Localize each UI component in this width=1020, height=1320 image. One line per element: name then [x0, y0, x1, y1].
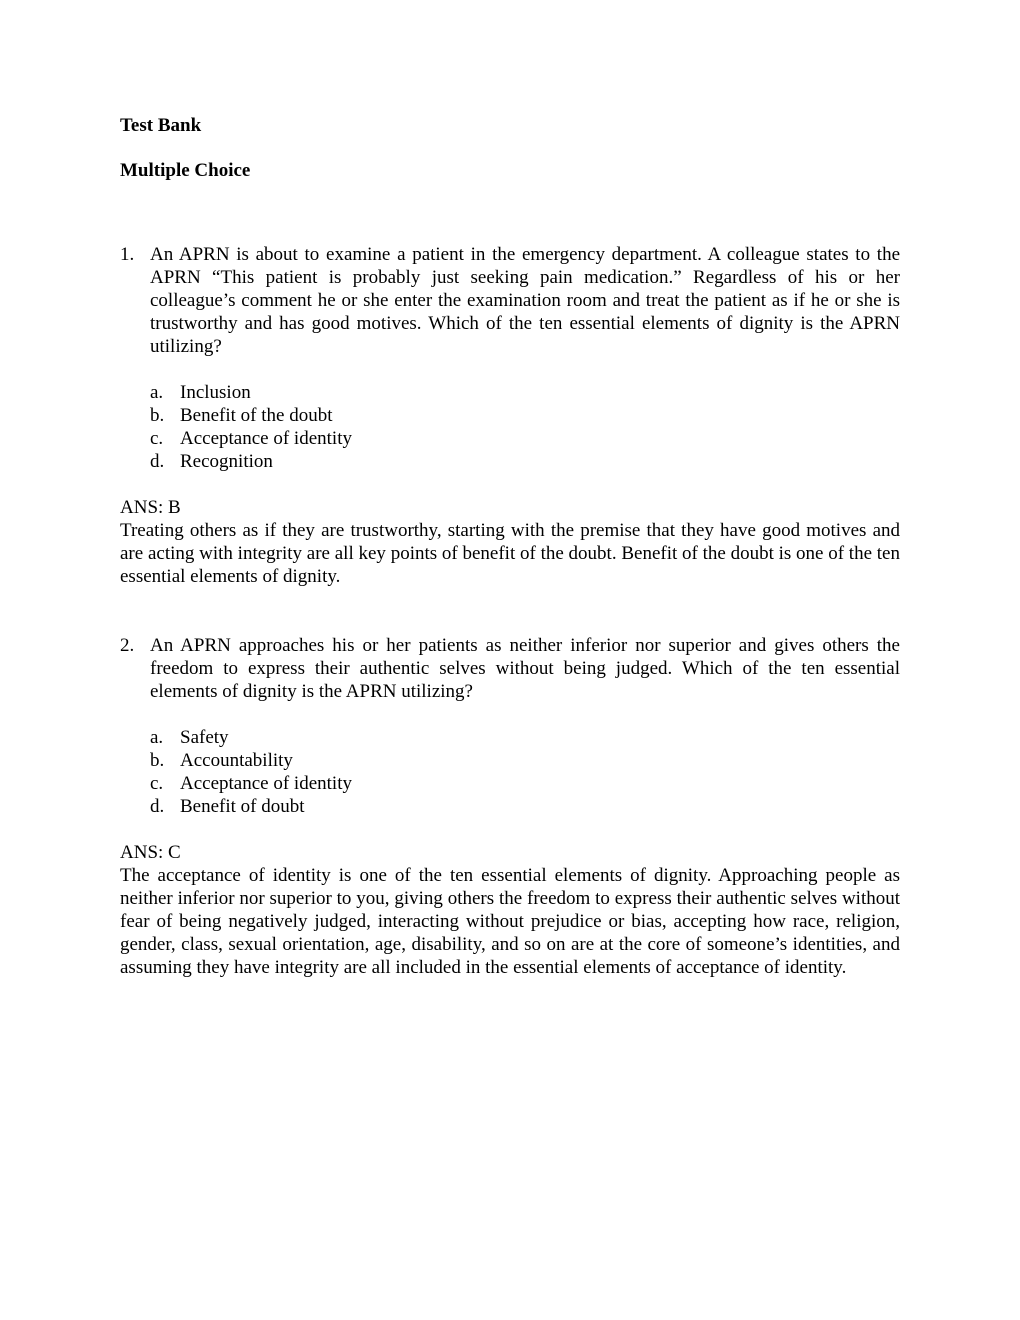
answer-key: ANS: C: [120, 842, 181, 863]
question-number: 2.: [120, 635, 135, 656]
answer-rationale: The acceptance of identity is one of the ten essential elements of dignity. Approaching people as neither inferior nor superior to you, giving others the freedom to express their authentic selves without fear of being negatively judged, interacting without prejudice or bias, accepting how race, religion, gender, class, sexual orientation, age, disability, and so on are at the core of someone’s identities, and assuming they have integrity are all included in the essential elements of acceptance of identity.: [120, 865, 900, 978]
question-stem: [120, 634, 900, 703]
answer-rationale: Treating others as if they are trustworthy, starting with the premise that they have good motives and are acting with integrity are all key points of benefit of the doubt. Benefit of the doubt is one of the ten essential elements of dignity.: [120, 520, 900, 587]
question-stem: [120, 243, 900, 358]
choice-letter: d.: [150, 796, 165, 817]
choice-text: Safety: [180, 727, 229, 748]
document-page: [120, 114, 900, 979]
choice-text: Acceptance of identity: [180, 428, 352, 449]
choice-letter: b.: [150, 750, 165, 771]
question-spacer: [120, 588, 900, 634]
question-text: An APRN approaches his or her patients as neither inferior nor superior and gives others the freedom to express their authentic selves without being judged. Which of the ten essential elements of dignity is the APRN utilizing?: [150, 635, 900, 702]
question-block-1: [120, 243, 900, 588]
choice-letter: d.: [150, 451, 165, 472]
choice-letter: c.: [150, 428, 164, 449]
choice-d: [150, 450, 900, 473]
choice-b: [150, 404, 900, 427]
choice-text: Inclusion: [180, 382, 251, 403]
choice-c: [150, 427, 900, 450]
section-heading: Multiple Choice: [120, 160, 251, 181]
choice-text: Accountability: [180, 750, 293, 771]
choice-text: Benefit of doubt: [180, 796, 305, 817]
choice-letter: c.: [150, 773, 164, 794]
choice-list: [150, 726, 900, 818]
choice-a: [150, 726, 900, 749]
document-title: Test Bank: [120, 115, 202, 136]
choice-b: [150, 749, 900, 772]
answer-key: ANS: B: [120, 497, 181, 518]
choice-text: Benefit of the doubt: [180, 405, 333, 426]
question-block-2: [120, 634, 900, 979]
choice-text: Acceptance of identity: [180, 773, 352, 794]
choice-d: [150, 795, 900, 818]
choice-text: Recognition: [180, 451, 273, 472]
choice-list: [150, 381, 900, 473]
question-text: An APRN is about to examine a patient in the emergency department. A colleague states to the APRN “This patient is probably just seeking pain medication.” Regardless of his or her colleague’s comment he or she enter the examination room and treat the patient as if he or she is trustworthy and has good motives. Which of the ten essential elements of dignity is the APRN utilizing?: [150, 244, 900, 357]
choice-a: [150, 381, 900, 404]
choice-letter: b.: [150, 405, 165, 426]
choice-c: [150, 772, 900, 795]
choice-letter: a.: [150, 382, 164, 403]
choice-letter: a.: [150, 727, 164, 748]
question-number: 1.: [120, 244, 135, 265]
